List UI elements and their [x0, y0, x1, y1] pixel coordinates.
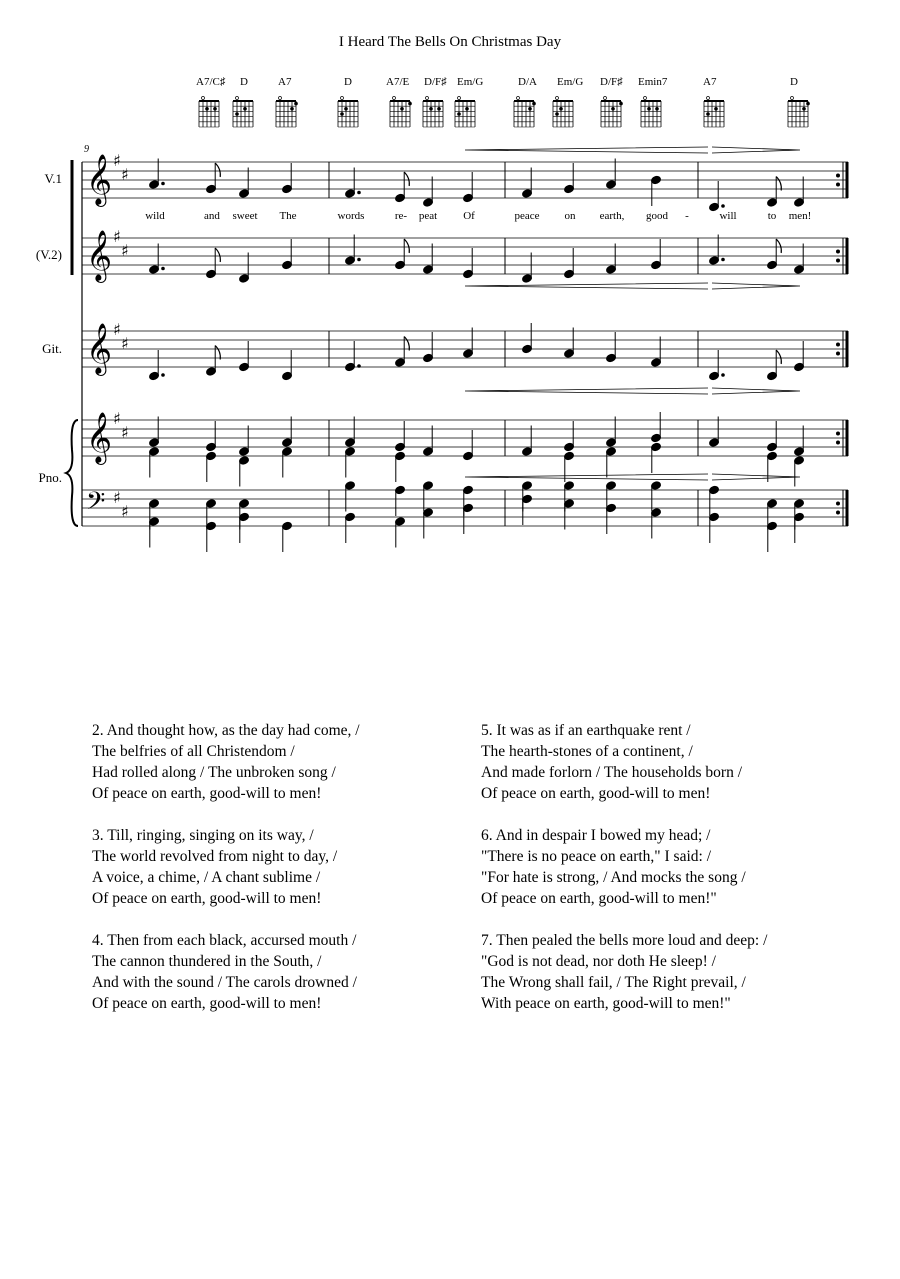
note — [345, 235, 356, 266]
measure-number: 9 — [84, 144, 89, 155]
eighth-flag — [776, 177, 781, 191]
crescendo-hairpin — [465, 474, 708, 480]
note — [767, 350, 778, 381]
verse-line: The Wrong shall fail, / The Right prevail, / — [481, 974, 746, 991]
note — [522, 168, 533, 199]
chord-symbol: D/F♯ — [600, 76, 623, 88]
note — [606, 417, 617, 448]
chord-symbol: D — [790, 76, 798, 88]
verse-line: The world revolved from night to day, / — [92, 848, 338, 865]
note — [709, 485, 720, 516]
lyric-syllable: good — [646, 210, 668, 222]
eighth-flag — [215, 346, 220, 360]
verse-line: Of peace on earth, good-will to men! — [92, 995, 322, 1012]
note — [282, 239, 293, 270]
verse-5 — [481, 720, 767, 804]
note — [239, 512, 250, 543]
note — [463, 430, 474, 461]
decrescendo-hairpin — [712, 474, 800, 480]
verse-2 — [92, 720, 360, 804]
note — [395, 239, 406, 270]
chord-symbol: A7/E — [386, 76, 410, 88]
note — [239, 168, 250, 199]
augmentation-dot — [162, 267, 165, 270]
key-sharp-icon: ♯ — [121, 241, 129, 260]
lyric-syllable: - — [685, 210, 689, 222]
verse-line: Had rolled along / The unbroken song / — [92, 764, 336, 781]
note — [206, 521, 217, 552]
repeat-dot — [837, 352, 840, 355]
eighth-flag — [404, 239, 409, 253]
note — [564, 499, 575, 530]
key-sharp-icon: ♯ — [113, 488, 121, 507]
verse-line: 6. And in despair I bowed my head; / — [481, 827, 711, 844]
note — [423, 332, 434, 363]
note — [423, 481, 434, 512]
augmentation-dot — [162, 374, 165, 377]
repeat-dot — [837, 343, 840, 346]
lyric-syllable: The — [279, 210, 297, 222]
chord-symbol: A7/C♯ — [196, 76, 226, 88]
eighth-flag — [404, 172, 409, 186]
instrument-label-violin-2: (V.2) — [35, 247, 62, 262]
lyric-syllable: peat — [418, 210, 438, 222]
verses-right-column — [481, 720, 767, 1035]
lyric-syllable: peace — [514, 210, 540, 222]
note — [709, 350, 720, 381]
repeat-dot — [837, 502, 840, 505]
note — [767, 451, 778, 482]
instrument-label-guitar: Git. — [42, 341, 62, 356]
treble-clef-icon: 𝄞 — [86, 230, 113, 281]
chord-symbol: Em/G — [457, 76, 484, 88]
note — [423, 177, 434, 208]
lyric-syllable: will — [719, 210, 737, 222]
note — [522, 253, 533, 284]
instrument-label-piano: Pno. — [38, 470, 62, 485]
note — [395, 421, 406, 452]
note — [149, 417, 160, 448]
note — [345, 417, 356, 448]
note — [794, 244, 805, 275]
lyric-syllable: sweet — [232, 210, 258, 222]
repeat-dot — [837, 250, 840, 253]
verse-line: The cannon thundered in the South, / — [92, 953, 322, 970]
note — [239, 253, 250, 284]
verse-line: 5. It was as if an earthquake rent / — [481, 722, 691, 739]
note — [149, 159, 160, 190]
note — [345, 481, 356, 512]
note — [345, 168, 356, 199]
treble-clef-icon: 𝄞 — [86, 154, 113, 205]
augmentation-dot — [358, 365, 361, 368]
note — [606, 503, 617, 534]
key-sharp-icon: ♯ — [121, 502, 129, 521]
lyric-syllable: Of — [463, 210, 475, 222]
eighth-flag — [776, 350, 781, 364]
note — [651, 508, 662, 539]
note — [282, 163, 293, 194]
verse-line: 7. Then pealed the bells more loud and deep: / — [481, 932, 768, 949]
note — [463, 248, 474, 279]
treble-clef-icon: 𝄞 — [86, 323, 113, 374]
crescendo-hairpin — [465, 147, 708, 153]
eighth-flag — [404, 337, 409, 351]
verse-line: The hearth-stones of a continent, / — [481, 743, 693, 760]
crescendo-hairpin — [465, 283, 708, 289]
chord-symbol: A7 — [703, 76, 717, 88]
lyric-syllable: earth, — [599, 210, 625, 222]
decrescendo-hairpin — [712, 283, 800, 289]
note — [282, 350, 293, 381]
verse-line: "God is not dead, nor doth He sleep! / — [481, 953, 716, 970]
instrument-label-violin-1: V.1 — [44, 171, 62, 186]
note — [794, 341, 805, 372]
note — [651, 337, 662, 368]
note — [709, 512, 720, 543]
chord-symbol: Em/G — [557, 76, 584, 88]
note — [767, 421, 778, 452]
decrescendo-hairpin — [712, 388, 800, 394]
augmentation-dot — [722, 258, 725, 261]
note — [709, 235, 720, 266]
crescendo-hairpin — [465, 388, 708, 394]
note — [564, 163, 575, 194]
repeat-dot — [837, 174, 840, 177]
note — [206, 346, 217, 377]
key-sharp-icon: ♯ — [113, 151, 121, 170]
note — [651, 239, 662, 270]
piano-brace-icon — [66, 420, 78, 526]
note — [606, 244, 617, 275]
lyric-syllable: wild — [145, 210, 165, 222]
note — [239, 341, 250, 372]
verse-line: A voice, a chime, / A chant sublime / — [92, 869, 321, 886]
verse-6 — [481, 825, 767, 909]
verse-line: And with the sound / The carols drowned / — [92, 974, 357, 991]
note — [239, 456, 250, 487]
eighth-flag — [215, 248, 220, 262]
verse-line: And made forlorn / The households born / — [481, 764, 743, 781]
note — [345, 341, 356, 372]
note — [794, 512, 805, 543]
eighth-flag — [776, 239, 781, 253]
note — [423, 244, 434, 275]
augmentation-dot — [722, 205, 725, 208]
verse-line: "For hate is strong, / And mocks the song / — [481, 869, 746, 886]
note — [206, 421, 217, 452]
note — [149, 244, 160, 275]
note — [206, 163, 217, 194]
repeat-dot — [837, 511, 840, 514]
note — [149, 447, 160, 478]
chord-symbol: A7 — [278, 76, 292, 88]
note — [395, 451, 406, 482]
verse-3 — [92, 825, 360, 909]
verse-line: Of peace on earth, good-will to men! — [92, 785, 322, 802]
lyric-syllable: re- — [394, 210, 408, 222]
verse-line: Of peace on earth, good-will to men! — [481, 785, 711, 802]
chord-symbol: D — [240, 76, 248, 88]
note — [206, 451, 217, 482]
verse-line: 3. Till, ringing, singing on its way, / — [92, 827, 314, 844]
note — [282, 521, 293, 552]
note — [345, 512, 356, 543]
chord-symbol: D — [344, 76, 352, 88]
decrescendo-hairpin — [712, 147, 800, 153]
note — [463, 503, 474, 534]
key-sharp-icon: ♯ — [113, 320, 121, 339]
repeat-dot — [837, 432, 840, 435]
note — [767, 521, 778, 552]
verse-line: Of peace on earth, good-will to men! — [92, 890, 322, 907]
staff — [82, 320, 848, 376]
repeat-dot — [837, 441, 840, 444]
note — [522, 323, 533, 354]
chord-symbol: D/F♯ — [424, 76, 447, 88]
lyric-syllable: on — [564, 210, 576, 222]
song-title: I Heard The Bells On Christmas Day — [338, 34, 562, 50]
note — [239, 426, 250, 457]
note — [767, 177, 778, 208]
note — [395, 337, 406, 368]
note — [345, 447, 356, 478]
verse-line: "There is no peace on earth," I said: / — [481, 848, 711, 865]
augmentation-dot — [358, 258, 361, 261]
verse-line: The belfries of all Christendom / — [92, 743, 295, 760]
note — [709, 417, 720, 448]
score-notation — [0, 0, 900, 600]
lyric-syllable: and — [204, 210, 220, 222]
note — [606, 159, 617, 190]
note — [651, 481, 662, 512]
note — [794, 177, 805, 208]
key-sharp-icon: ♯ — [113, 409, 121, 428]
note — [395, 172, 406, 203]
verse-4 — [92, 930, 360, 1014]
note — [463, 328, 474, 359]
lyric-syllable: to — [767, 210, 777, 222]
note — [564, 451, 575, 482]
note — [651, 442, 662, 473]
treble-clef-icon: 𝄞 — [86, 412, 113, 463]
note — [395, 485, 406, 516]
lyric-syllable: men! — [788, 210, 812, 222]
repeat-dot — [837, 259, 840, 262]
note — [794, 456, 805, 487]
verses-left-column — [92, 720, 360, 1035]
key-sharp-icon: ♯ — [121, 165, 129, 184]
note — [651, 412, 662, 443]
note — [522, 426, 533, 457]
note — [709, 181, 720, 212]
note — [606, 332, 617, 363]
note — [149, 350, 160, 381]
key-sharp-icon: ♯ — [121, 423, 129, 442]
note — [282, 417, 293, 448]
note — [564, 421, 575, 452]
note — [522, 494, 533, 525]
augmentation-dot — [358, 191, 361, 194]
note — [564, 328, 575, 359]
chord-symbol: Emin7 — [638, 76, 668, 88]
verse-line: 4. Then from each black, accursed mouth / — [92, 932, 357, 949]
verse-7 — [481, 930, 767, 1014]
note — [206, 248, 217, 279]
eighth-flag — [215, 163, 220, 177]
augmentation-dot — [162, 182, 165, 185]
verse-line: Of peace on earth, good-will to men!" — [481, 890, 717, 907]
note — [606, 447, 617, 478]
verse-line: With peace on earth, good-will to men!" — [481, 995, 731, 1012]
verse-line: 2. And thought how, as the day had come, / — [92, 722, 360, 739]
augmentation-dot — [722, 374, 725, 377]
key-sharp-icon: ♯ — [113, 227, 121, 246]
chord-symbol: D/A — [518, 76, 537, 88]
note — [149, 517, 160, 548]
bass-clef-icon: 𝄢 — [86, 487, 106, 522]
note — [282, 447, 293, 478]
note — [651, 175, 662, 206]
note — [794, 426, 805, 457]
note — [423, 508, 434, 539]
note — [395, 517, 406, 548]
key-sharp-icon: ♯ — [121, 334, 129, 353]
note — [423, 426, 434, 457]
note — [564, 248, 575, 279]
repeat-dot — [837, 183, 840, 186]
lyric-syllable: words — [337, 210, 365, 222]
note — [767, 239, 778, 270]
note — [463, 172, 474, 203]
